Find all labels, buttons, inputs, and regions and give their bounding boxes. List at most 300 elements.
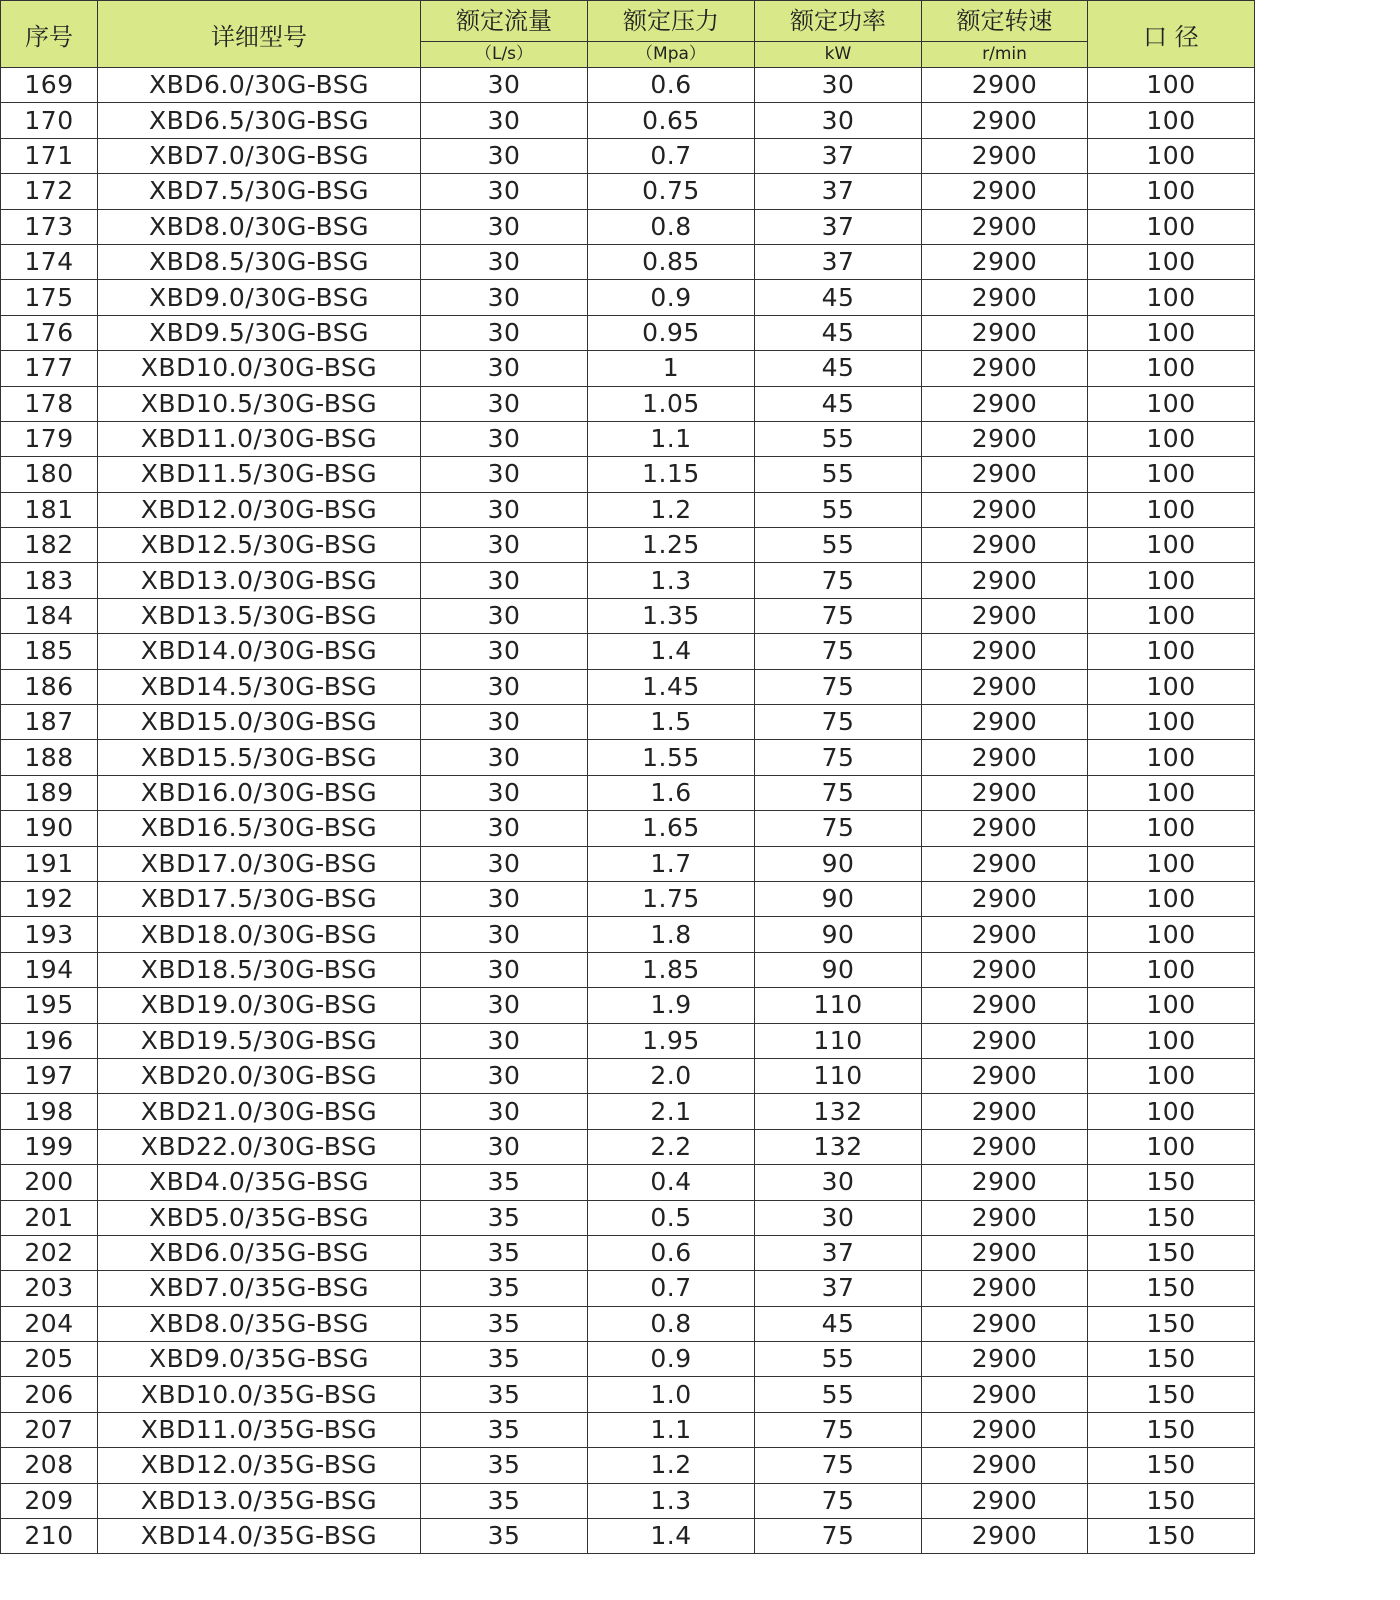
cell-speed: 2900 bbox=[922, 1342, 1088, 1377]
cell-flow: 30 bbox=[421, 1129, 588, 1164]
cell-model: XBD14.0/35G-BSG bbox=[98, 1519, 421, 1554]
cell-flow: 30 bbox=[421, 280, 588, 315]
cell-flow: 30 bbox=[421, 846, 588, 881]
cell-bore: 100 bbox=[1088, 315, 1255, 350]
table-row bbox=[1, 103, 1255, 138]
cell-no: 181 bbox=[1, 492, 98, 527]
table-body bbox=[1, 68, 1255, 1554]
header-power: 额定功率 bbox=[755, 1, 922, 42]
cell-no: 202 bbox=[1, 1235, 98, 1270]
cell-pressure: 2.0 bbox=[588, 1058, 755, 1093]
cell-model: XBD9.0/30G-BSG bbox=[98, 280, 421, 315]
cell-flow: 30 bbox=[421, 669, 588, 704]
table-row bbox=[1, 1377, 1255, 1412]
cell-pressure: 1.1 bbox=[588, 1412, 755, 1447]
cell-flow: 35 bbox=[421, 1519, 588, 1554]
table-row bbox=[1, 1412, 1255, 1447]
cell-power: 37 bbox=[755, 138, 922, 173]
cell-pressure: 1.3 bbox=[588, 563, 755, 598]
table-row bbox=[1, 1094, 1255, 1129]
table-row bbox=[1, 917, 1255, 952]
cell-model: XBD13.0/35G-BSG bbox=[98, 1483, 421, 1518]
cell-power: 55 bbox=[755, 1342, 922, 1377]
cell-pressure: 0.5 bbox=[588, 1200, 755, 1235]
cell-flow: 30 bbox=[421, 421, 588, 456]
cell-speed: 2900 bbox=[922, 68, 1088, 103]
table-row bbox=[1, 563, 1255, 598]
cell-no: 192 bbox=[1, 881, 98, 916]
cell-speed: 2900 bbox=[922, 351, 1088, 386]
cell-model: XBD8.0/30G-BSG bbox=[98, 209, 421, 244]
cell-speed: 2900 bbox=[922, 952, 1088, 987]
cell-flow: 30 bbox=[421, 634, 588, 669]
cell-model: XBD12.0/35G-BSG bbox=[98, 1448, 421, 1483]
table-row bbox=[1, 492, 1255, 527]
cell-speed: 2900 bbox=[922, 881, 1088, 916]
cell-bore: 100 bbox=[1088, 634, 1255, 669]
cell-bore: 100 bbox=[1088, 669, 1255, 704]
cell-power: 30 bbox=[755, 68, 922, 103]
cell-speed: 2900 bbox=[922, 315, 1088, 350]
cell-pressure: 1.95 bbox=[588, 1023, 755, 1058]
cell-speed: 2900 bbox=[922, 669, 1088, 704]
cell-bore: 150 bbox=[1088, 1200, 1255, 1235]
cell-model: XBD11.0/30G-BSG bbox=[98, 421, 421, 456]
cell-bore: 100 bbox=[1088, 811, 1255, 846]
cell-no: 177 bbox=[1, 351, 98, 386]
cell-power: 75 bbox=[755, 563, 922, 598]
cell-flow: 35 bbox=[421, 1412, 588, 1447]
cell-model: XBD13.5/30G-BSG bbox=[98, 598, 421, 633]
cell-pressure: 0.8 bbox=[588, 209, 755, 244]
cell-model: XBD18.5/30G-BSG bbox=[98, 952, 421, 987]
cell-flow: 30 bbox=[421, 598, 588, 633]
cell-speed: 2900 bbox=[922, 457, 1088, 492]
cell-no: 200 bbox=[1, 1165, 98, 1200]
cell-no: 170 bbox=[1, 103, 98, 138]
cell-power: 75 bbox=[755, 1519, 922, 1554]
cell-bore: 100 bbox=[1088, 528, 1255, 563]
cell-no: 193 bbox=[1, 917, 98, 952]
cell-model: XBD19.0/30G-BSG bbox=[98, 988, 421, 1023]
cell-no: 172 bbox=[1, 174, 98, 209]
table-row bbox=[1, 1200, 1255, 1235]
cell-power: 132 bbox=[755, 1129, 922, 1164]
cell-flow: 30 bbox=[421, 68, 588, 103]
cell-pressure: 1.0 bbox=[588, 1377, 755, 1412]
cell-speed: 2900 bbox=[922, 1377, 1088, 1412]
table-row bbox=[1, 528, 1255, 563]
cell-no: 180 bbox=[1, 457, 98, 492]
cell-speed: 2900 bbox=[922, 421, 1088, 456]
cell-model: XBD7.0/35G-BSG bbox=[98, 1271, 421, 1306]
cell-no: 209 bbox=[1, 1483, 98, 1518]
cell-model: XBD18.0/30G-BSG bbox=[98, 917, 421, 952]
cell-bore: 100 bbox=[1088, 103, 1255, 138]
table-row bbox=[1, 386, 1255, 421]
cell-power: 75 bbox=[755, 775, 922, 810]
cell-speed: 2900 bbox=[922, 598, 1088, 633]
cell-bore: 100 bbox=[1088, 68, 1255, 103]
cell-pressure: 1.8 bbox=[588, 917, 755, 952]
cell-model: XBD16.0/30G-BSG bbox=[98, 775, 421, 810]
cell-model: XBD6.0/30G-BSG bbox=[98, 68, 421, 103]
cell-pressure: 1.9 bbox=[588, 988, 755, 1023]
cell-no: 197 bbox=[1, 1058, 98, 1093]
cell-flow: 30 bbox=[421, 1023, 588, 1058]
cell-model: XBD14.5/30G-BSG bbox=[98, 669, 421, 704]
cell-flow: 30 bbox=[421, 457, 588, 492]
cell-flow: 30 bbox=[421, 351, 588, 386]
cell-no: 190 bbox=[1, 811, 98, 846]
cell-speed: 2900 bbox=[922, 811, 1088, 846]
cell-pressure: 0.7 bbox=[588, 1271, 755, 1306]
cell-no: 179 bbox=[1, 421, 98, 456]
cell-flow: 30 bbox=[421, 811, 588, 846]
table-row bbox=[1, 174, 1255, 209]
cell-power: 75 bbox=[755, 1448, 922, 1483]
cell-pressure: 0.8 bbox=[588, 1306, 755, 1341]
cell-no: 185 bbox=[1, 634, 98, 669]
cell-speed: 2900 bbox=[922, 846, 1088, 881]
cell-model: XBD9.0/35G-BSG bbox=[98, 1342, 421, 1377]
cell-flow: 30 bbox=[421, 528, 588, 563]
cell-model: XBD13.0/30G-BSG bbox=[98, 563, 421, 598]
cell-speed: 2900 bbox=[922, 1094, 1088, 1129]
cell-pressure: 0.95 bbox=[588, 315, 755, 350]
cell-no: 204 bbox=[1, 1306, 98, 1341]
cell-flow: 30 bbox=[421, 1094, 588, 1129]
cell-bore: 100 bbox=[1088, 138, 1255, 173]
cell-pressure: 1.35 bbox=[588, 598, 755, 633]
cell-speed: 2900 bbox=[922, 1165, 1088, 1200]
cell-bore: 150 bbox=[1088, 1165, 1255, 1200]
cell-power: 55 bbox=[755, 457, 922, 492]
header-speed: 额定转速 bbox=[922, 1, 1088, 42]
table-row bbox=[1, 351, 1255, 386]
cell-pressure: 0.85 bbox=[588, 244, 755, 279]
cell-speed: 2900 bbox=[922, 1519, 1088, 1554]
cell-bore: 100 bbox=[1088, 775, 1255, 810]
table-row bbox=[1, 846, 1255, 881]
cell-flow: 35 bbox=[421, 1377, 588, 1412]
table-row bbox=[1, 775, 1255, 810]
header-pressure: 额定压力 bbox=[588, 1, 755, 42]
cell-no: 175 bbox=[1, 280, 98, 315]
table-row bbox=[1, 209, 1255, 244]
cell-speed: 2900 bbox=[922, 1448, 1088, 1483]
cell-power: 45 bbox=[755, 280, 922, 315]
cell-bore: 100 bbox=[1088, 209, 1255, 244]
cell-power: 45 bbox=[755, 351, 922, 386]
cell-no: 198 bbox=[1, 1094, 98, 1129]
cell-no: 208 bbox=[1, 1448, 98, 1483]
cell-speed: 2900 bbox=[922, 138, 1088, 173]
cell-no: 191 bbox=[1, 846, 98, 881]
cell-pressure: 1.6 bbox=[588, 775, 755, 810]
cell-speed: 2900 bbox=[922, 740, 1088, 775]
cell-power: 132 bbox=[755, 1094, 922, 1129]
cell-model: XBD17.5/30G-BSG bbox=[98, 881, 421, 916]
header-model: 详细型号 bbox=[98, 1, 421, 68]
header-flow: 额定流量 bbox=[421, 1, 588, 42]
cell-flow: 30 bbox=[421, 917, 588, 952]
cell-power: 75 bbox=[755, 1483, 922, 1518]
cell-pressure: 0.9 bbox=[588, 280, 755, 315]
cell-power: 90 bbox=[755, 846, 922, 881]
cell-no: 195 bbox=[1, 988, 98, 1023]
cell-model: XBD14.0/30G-BSG bbox=[98, 634, 421, 669]
cell-bore: 100 bbox=[1088, 740, 1255, 775]
cell-bore: 100 bbox=[1088, 1058, 1255, 1093]
cell-power: 37 bbox=[755, 1235, 922, 1270]
cell-pressure: 1.2 bbox=[588, 1448, 755, 1483]
cell-model: XBD12.0/30G-BSG bbox=[98, 492, 421, 527]
cell-model: XBD4.0/35G-BSG bbox=[98, 1165, 421, 1200]
table-row bbox=[1, 1306, 1255, 1341]
cell-power: 37 bbox=[755, 1271, 922, 1306]
cell-flow: 30 bbox=[421, 952, 588, 987]
cell-flow: 35 bbox=[421, 1448, 588, 1483]
cell-pressure: 1.5 bbox=[588, 705, 755, 740]
cell-power: 75 bbox=[755, 634, 922, 669]
cell-no: 201 bbox=[1, 1200, 98, 1235]
cell-no: 184 bbox=[1, 598, 98, 633]
cell-bore: 100 bbox=[1088, 705, 1255, 740]
cell-power: 45 bbox=[755, 315, 922, 350]
cell-speed: 2900 bbox=[922, 244, 1088, 279]
cell-pressure: 1.15 bbox=[588, 457, 755, 492]
cell-speed: 2900 bbox=[922, 1235, 1088, 1270]
cell-model: XBD21.0/30G-BSG bbox=[98, 1094, 421, 1129]
cell-no: 187 bbox=[1, 705, 98, 740]
cell-power: 30 bbox=[755, 103, 922, 138]
cell-model: XBD6.0/35G-BSG bbox=[98, 1235, 421, 1270]
cell-speed: 2900 bbox=[922, 528, 1088, 563]
cell-bore: 100 bbox=[1088, 988, 1255, 1023]
cell-speed: 2900 bbox=[922, 563, 1088, 598]
cell-flow: 30 bbox=[421, 563, 588, 598]
cell-flow: 35 bbox=[421, 1165, 588, 1200]
cell-bore: 100 bbox=[1088, 1023, 1255, 1058]
cell-power: 37 bbox=[755, 209, 922, 244]
cell-model: XBD15.0/30G-BSG bbox=[98, 705, 421, 740]
cell-flow: 30 bbox=[421, 775, 588, 810]
cell-flow: 30 bbox=[421, 1058, 588, 1093]
cell-no: 173 bbox=[1, 209, 98, 244]
cell-model: XBD11.5/30G-BSG bbox=[98, 457, 421, 492]
cell-bore: 100 bbox=[1088, 492, 1255, 527]
table-row bbox=[1, 421, 1255, 456]
cell-bore: 100 bbox=[1088, 563, 1255, 598]
cell-power: 110 bbox=[755, 1023, 922, 1058]
cell-flow: 30 bbox=[421, 386, 588, 421]
cell-flow: 30 bbox=[421, 740, 588, 775]
cell-power: 75 bbox=[755, 740, 922, 775]
cell-model: XBD7.5/30G-BSG bbox=[98, 174, 421, 209]
cell-bore: 100 bbox=[1088, 280, 1255, 315]
cell-speed: 2900 bbox=[922, 705, 1088, 740]
cell-speed: 2900 bbox=[922, 1412, 1088, 1447]
cell-bore: 100 bbox=[1088, 351, 1255, 386]
cell-bore: 150 bbox=[1088, 1271, 1255, 1306]
cell-power: 75 bbox=[755, 1412, 922, 1447]
cell-bore: 150 bbox=[1088, 1412, 1255, 1447]
cell-model: XBD15.5/30G-BSG bbox=[98, 740, 421, 775]
cell-speed: 2900 bbox=[922, 174, 1088, 209]
cell-model: XBD20.0/30G-BSG bbox=[98, 1058, 421, 1093]
table-row bbox=[1, 1058, 1255, 1093]
cell-power: 37 bbox=[755, 244, 922, 279]
table-row bbox=[1, 811, 1255, 846]
cell-bore: 150 bbox=[1088, 1448, 1255, 1483]
cell-bore: 100 bbox=[1088, 598, 1255, 633]
cell-bore: 150 bbox=[1088, 1483, 1255, 1518]
cell-no: 171 bbox=[1, 138, 98, 173]
cell-bore: 150 bbox=[1088, 1377, 1255, 1412]
cell-model: XBD8.5/30G-BSG bbox=[98, 244, 421, 279]
cell-speed: 2900 bbox=[922, 492, 1088, 527]
cell-flow: 30 bbox=[421, 103, 588, 138]
cell-no: 206 bbox=[1, 1377, 98, 1412]
cell-flow: 35 bbox=[421, 1306, 588, 1341]
cell-flow: 30 bbox=[421, 315, 588, 350]
cell-model: XBD11.0/35G-BSG bbox=[98, 1412, 421, 1447]
cell-power: 75 bbox=[755, 669, 922, 704]
cell-no: 194 bbox=[1, 952, 98, 987]
cell-power: 110 bbox=[755, 1058, 922, 1093]
cell-no: 210 bbox=[1, 1519, 98, 1554]
cell-pressure: 1.85 bbox=[588, 952, 755, 987]
table-row bbox=[1, 1129, 1255, 1164]
cell-flow: 30 bbox=[421, 492, 588, 527]
cell-flow: 30 bbox=[421, 138, 588, 173]
header-power-unit: kW bbox=[755, 42, 922, 68]
cell-speed: 2900 bbox=[922, 634, 1088, 669]
cell-no: 182 bbox=[1, 528, 98, 563]
cell-model: XBD6.5/30G-BSG bbox=[98, 103, 421, 138]
cell-pressure: 1.25 bbox=[588, 528, 755, 563]
cell-pressure: 1.05 bbox=[588, 386, 755, 421]
cell-power: 55 bbox=[755, 492, 922, 527]
cell-bore: 100 bbox=[1088, 421, 1255, 456]
cell-pressure: 1.4 bbox=[588, 1519, 755, 1554]
cell-flow: 30 bbox=[421, 705, 588, 740]
cell-bore: 100 bbox=[1088, 386, 1255, 421]
cell-speed: 2900 bbox=[922, 1271, 1088, 1306]
cell-speed: 2900 bbox=[922, 209, 1088, 244]
cell-flow: 30 bbox=[421, 881, 588, 916]
table-row bbox=[1, 138, 1255, 173]
cell-no: 189 bbox=[1, 775, 98, 810]
cell-model: XBD22.0/30G-BSG bbox=[98, 1129, 421, 1164]
table-row bbox=[1, 68, 1255, 103]
cell-power: 30 bbox=[755, 1200, 922, 1235]
cell-speed: 2900 bbox=[922, 386, 1088, 421]
cell-power: 30 bbox=[755, 1165, 922, 1200]
cell-no: 183 bbox=[1, 563, 98, 598]
cell-flow: 30 bbox=[421, 244, 588, 279]
cell-flow: 35 bbox=[421, 1271, 588, 1306]
cell-bore: 100 bbox=[1088, 1094, 1255, 1129]
cell-pressure: 1.75 bbox=[588, 881, 755, 916]
table-row bbox=[1, 634, 1255, 669]
table-row bbox=[1, 705, 1255, 740]
cell-pressure: 0.6 bbox=[588, 1235, 755, 1270]
cell-speed: 2900 bbox=[922, 103, 1088, 138]
table-row bbox=[1, 1023, 1255, 1058]
cell-no: 186 bbox=[1, 669, 98, 704]
cell-model: XBD10.0/35G-BSG bbox=[98, 1377, 421, 1412]
cell-speed: 2900 bbox=[922, 280, 1088, 315]
cell-bore: 150 bbox=[1088, 1519, 1255, 1554]
cell-power: 55 bbox=[755, 421, 922, 456]
cell-power: 90 bbox=[755, 881, 922, 916]
cell-power: 45 bbox=[755, 386, 922, 421]
cell-speed: 2900 bbox=[922, 1023, 1088, 1058]
table-row bbox=[1, 1519, 1255, 1554]
cell-pressure: 1 bbox=[588, 351, 755, 386]
cell-flow: 30 bbox=[421, 209, 588, 244]
cell-pressure: 0.6 bbox=[588, 68, 755, 103]
header-pressure-unit: （Mpa） bbox=[588, 42, 755, 68]
table-row bbox=[1, 881, 1255, 916]
header-flow-unit: （L/s） bbox=[421, 42, 588, 68]
table-row bbox=[1, 244, 1255, 279]
cell-power: 75 bbox=[755, 705, 922, 740]
cell-speed: 2900 bbox=[922, 917, 1088, 952]
cell-bore: 100 bbox=[1088, 881, 1255, 916]
cell-model: XBD5.0/35G-BSG bbox=[98, 1200, 421, 1235]
cell-model: XBD8.0/35G-BSG bbox=[98, 1306, 421, 1341]
cell-power: 90 bbox=[755, 917, 922, 952]
cell-flow: 35 bbox=[421, 1342, 588, 1377]
cell-pressure: 1.45 bbox=[588, 669, 755, 704]
cell-pressure: 0.9 bbox=[588, 1342, 755, 1377]
cell-pressure: 1.65 bbox=[588, 811, 755, 846]
cell-bore: 100 bbox=[1088, 952, 1255, 987]
cell-bore: 150 bbox=[1088, 1342, 1255, 1377]
header-bore: 口 径 bbox=[1088, 1, 1255, 68]
cell-no: 205 bbox=[1, 1342, 98, 1377]
cell-no: 176 bbox=[1, 315, 98, 350]
cell-pressure: 0.4 bbox=[588, 1165, 755, 1200]
table-row bbox=[1, 740, 1255, 775]
cell-flow: 30 bbox=[421, 988, 588, 1023]
cell-bore: 100 bbox=[1088, 174, 1255, 209]
cell-model: XBD16.5/30G-BSG bbox=[98, 811, 421, 846]
table-row bbox=[1, 1483, 1255, 1518]
cell-pressure: 2.2 bbox=[588, 1129, 755, 1164]
cell-speed: 2900 bbox=[922, 1200, 1088, 1235]
cell-model: XBD19.5/30G-BSG bbox=[98, 1023, 421, 1058]
table-row bbox=[1, 952, 1255, 987]
cell-power: 110 bbox=[755, 988, 922, 1023]
cell-power: 55 bbox=[755, 1377, 922, 1412]
table-row bbox=[1, 988, 1255, 1023]
cell-model: XBD9.5/30G-BSG bbox=[98, 315, 421, 350]
cell-no: 207 bbox=[1, 1412, 98, 1447]
cell-bore: 100 bbox=[1088, 846, 1255, 881]
cell-no: 203 bbox=[1, 1271, 98, 1306]
header-no: 序号 bbox=[1, 1, 98, 68]
cell-model: XBD12.5/30G-BSG bbox=[98, 528, 421, 563]
table-row bbox=[1, 669, 1255, 704]
cell-bore: 150 bbox=[1088, 1235, 1255, 1270]
cell-model: XBD10.0/30G-BSG bbox=[98, 351, 421, 386]
cell-flow: 30 bbox=[421, 174, 588, 209]
cell-bore: 100 bbox=[1088, 1129, 1255, 1164]
